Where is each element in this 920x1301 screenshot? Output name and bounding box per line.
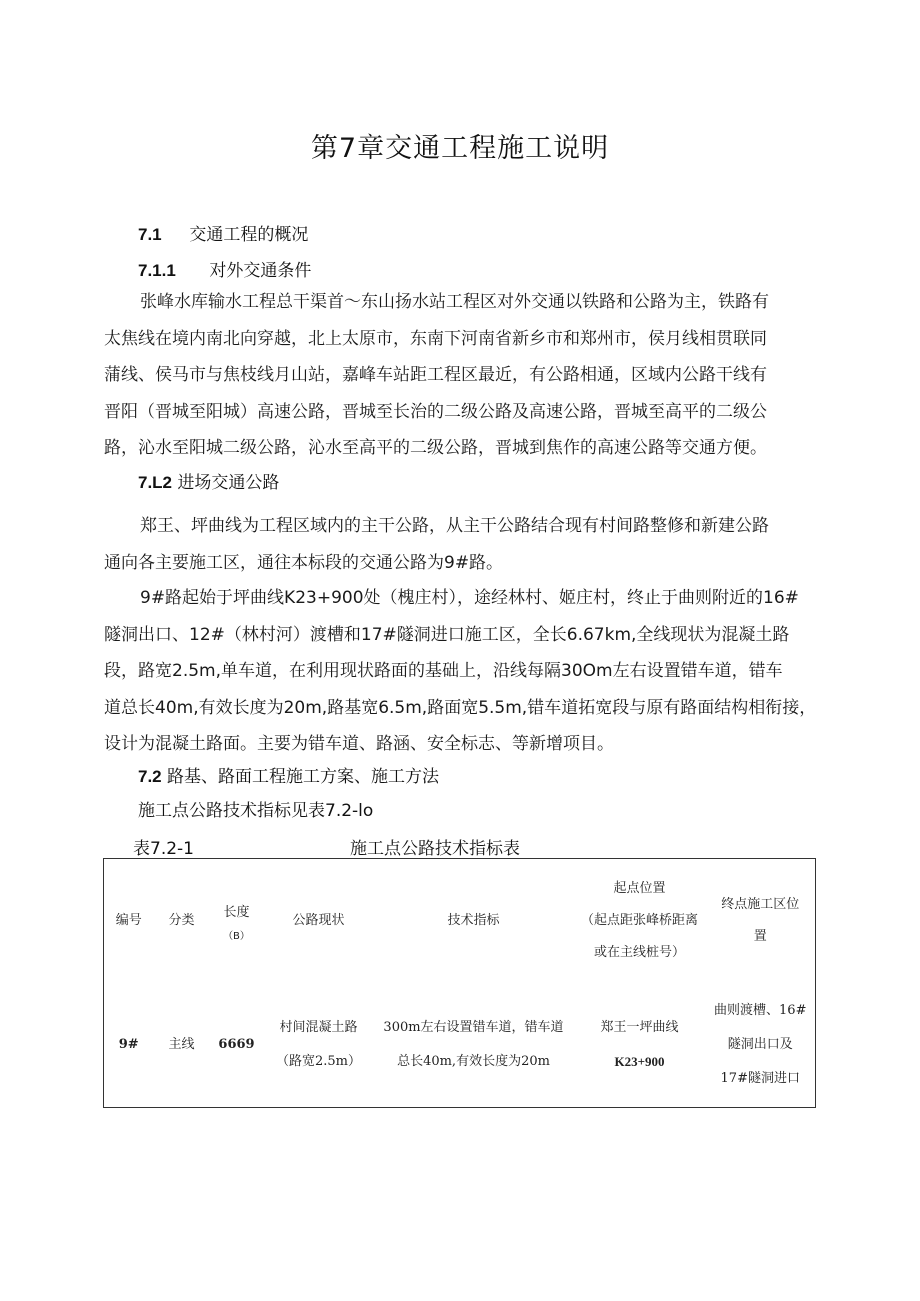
table-row: [104, 984, 816, 1108]
paragraph-site-access: [104, 508, 834, 581]
table-header-row: [104, 859, 816, 984]
cell-status-line: 村间混凝土路: [279, 1020, 358, 1036]
section-label: 路基、路面工程施工方案、施工方法: [167, 767, 440, 787]
cell-start: [574, 984, 706, 1108]
text-line: 郑王、坪曲线为工程区域内的主干公路，从主干公路结合现有村间路整修和新建公路: [140, 516, 769, 536]
header-end: [706, 859, 816, 984]
cell-type: 主线: [168, 1037, 195, 1053]
section-7-1-2-heading: [138, 468, 279, 493]
cell-status-line: （路宽2.5m）: [275, 1054, 361, 1070]
text-line: 蒲线、侯马市与焦枝线月山站，嘉峰车站距工程区最近，有公路相通，区域内公路干线有: [104, 365, 767, 385]
header-spec: 技术指标: [447, 913, 500, 929]
header-id: 编号: [115, 913, 142, 929]
section-7-1-1-heading: [138, 256, 311, 281]
cell-spec-line: 300m左右设置错车道，错车道: [383, 1020, 564, 1036]
section-label: 交通工程的概况: [189, 225, 309, 245]
text-line: 晋阳（晋城至阳城）高速公路，晋城至长治的二级公路及高速公路，晋城至高平的二级公: [104, 401, 767, 422]
cell-start-line: K23+900: [614, 1054, 665, 1070]
section-number: 7.L2: [138, 473, 173, 492]
cell-length: 6669: [218, 1037, 255, 1053]
cell-end-line: 隧洞出口及: [727, 1037, 793, 1053]
text-line: 段，路宽2.5m,单车道，在利用现状路面的基础上，沿线每隔30Om左右设置错车道，错车: [104, 661, 783, 681]
section-number: 7.1.1: [138, 261, 176, 280]
cell-end: [706, 984, 816, 1108]
text-line: 太焦线在境内南北向穿越，北上太原市，东南下河南省新乡市和郑州市，侯月线相贯联同: [104, 328, 767, 349]
section-number: 7.2: [138, 767, 162, 786]
section-label: 对外交通条件: [209, 261, 312, 281]
header-status: 公路现状: [292, 913, 345, 929]
header-start-line: 起点位置: [613, 881, 666, 897]
section-7-2-heading: [138, 762, 439, 787]
cell-start-line: 郑王一坪曲线: [600, 1020, 679, 1036]
chapter-title: 第7章交通工程施工说明: [310, 133, 610, 164]
text-line: 道总长40m,有效长度为20m,路基宽6.5m,路面宽5.5m,错车道拓宽段与原有路面结构相衔接，: [104, 697, 817, 718]
header-start-line: （起点距张峰桥距离: [580, 913, 698, 929]
road-spec-table: [103, 858, 816, 1108]
paragraph-external-traffic: [104, 284, 834, 467]
header-start-line: 或在主线桩号）: [593, 945, 685, 961]
section-number: 7.1: [138, 225, 162, 244]
cell-id: 9#: [118, 1037, 139, 1053]
header-length-unit: （B）: [223, 931, 250, 943]
cell-spec: [374, 984, 574, 1108]
caption-number: 表7.2-1: [133, 839, 194, 859]
header-length: [210, 859, 264, 984]
cell-status: [264, 984, 374, 1108]
table-caption-number: [133, 834, 194, 859]
cell-end-line: 17#隧洞进口: [720, 1071, 800, 1087]
header-start: [574, 859, 706, 984]
section-label: 进场交通公路: [177, 473, 280, 493]
text-line: 路，沁水至阳城二级公路，沁水至高平的二级公路，晋城到焦作的高速公路等交通方便。: [104, 438, 767, 458]
cell-spec-line: 总长40m,有效长度为20m: [397, 1054, 550, 1070]
header-end-line: 终点施工区位: [721, 897, 800, 913]
text-line: 隧洞出口、12#（林村河）渡槽和17#隧洞进口施工区，全长6.67km,全线现状为混凝土路: [104, 624, 790, 645]
text-line: 9#路起始于坪曲线K23+900处（槐庄村），途经林村、姬庄村，终止于曲则附近的16#: [140, 588, 799, 608]
text-line: 通向各主要施工区，通往本标段的交通公路为9#路。: [104, 552, 504, 573]
table-reference-line: 施工点公路技术指标见表7.2-lo: [138, 801, 374, 821]
header-end-line: 置: [753, 929, 767, 945]
header-length-label: 长度: [223, 905, 250, 921]
paragraph-road-9: [104, 580, 834, 763]
cell-end-line: 曲则渡槽、16#: [714, 1003, 807, 1019]
text-line: 张峰水库输水工程总干渠首～东山扬水站工程区对外交通以铁路和公路为主，铁路有: [140, 292, 769, 312]
text-line: 设计为混凝土路面。主要为错车道、路涵、安全标志、等新增项目。: [104, 734, 614, 754]
section-7-1-heading: [138, 220, 308, 245]
table-caption-title: 施工点公路技术指标表: [350, 839, 520, 859]
header-type: 分类: [168, 913, 195, 929]
